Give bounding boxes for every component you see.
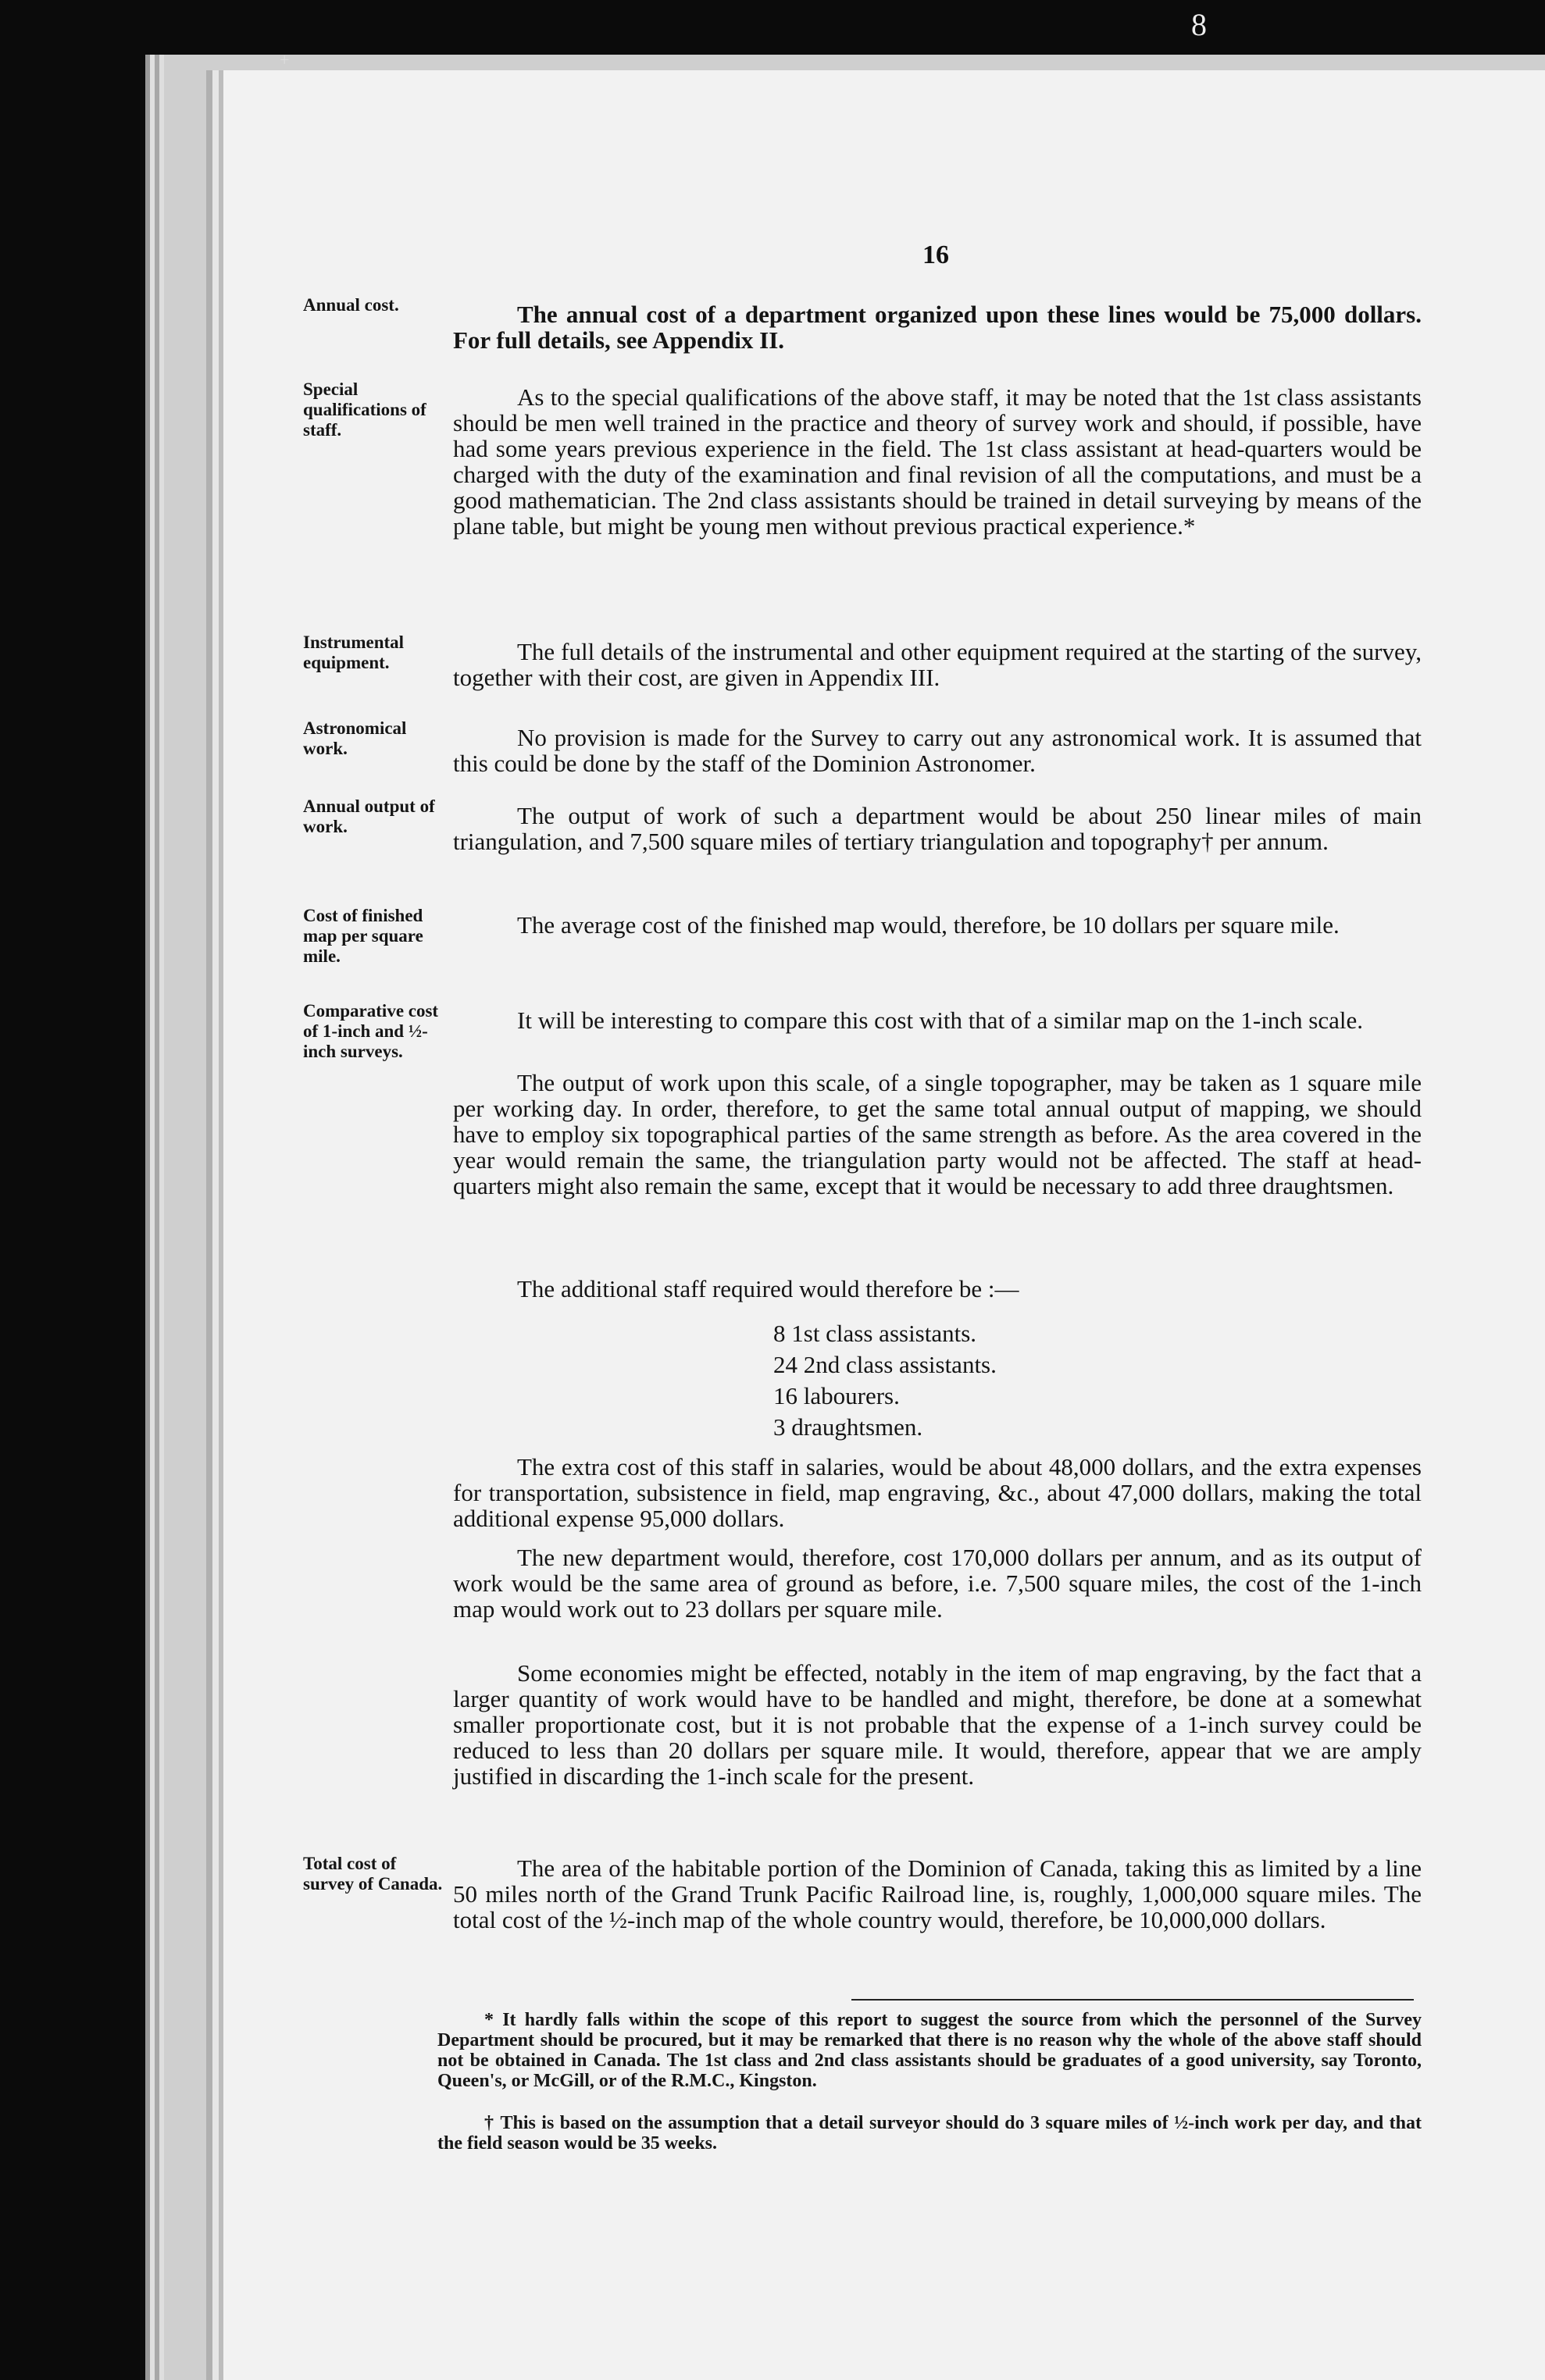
margin-note-special-qualifications: Special qualifications of staff. — [303, 379, 426, 440]
list-item: 8 1st class assistants. — [773, 1320, 977, 1347]
paragraph-instrumental-equipment: The full details of the instrumental and other equipment required at the starting of the survey, together with their cost, are given in Appendix III. — [453, 638, 1422, 691]
paragraph-new-department-cost: The new department would, therefore, cost 170,000 dollars per annum, and as its output of work would be the same area of ground as before, i.e. 7,500 square miles, the cost of the 1-inch map would work out to 23 dollars per square mile. — [453, 1544, 1422, 1623]
margin-note-annual-cost: Annual cost. — [303, 295, 399, 315]
list-item: 24 2nd class assistants. — [773, 1351, 997, 1378]
paragraph-total-cost: The area of the habitable portion of the Dominion of Canada, taking this as limited by a line 50 miles north of the Grand Trunk Pacific Railroad line, is, roughly, 1,000,000 square miles. The total cost of the ½-inch map of the whole country would, therefore, be 10,000,000 dollars. — [453, 1854, 1422, 1933]
paragraph-astronomical-work: No provision is made for the Survey to carry out any astronomical work. It is assumed that this could be done by the staff of the Dominion Astronomer. — [453, 724, 1422, 777]
paragraph-special-qualifications: As to the special qualifications of the above staff, it may be noted that the 1st class assistants should be men well trained in the practice and theory of survey work and should, if possible, have had some years previous experience in the field. The 1st class assistant at head-quarters would be charged with the duty of the examination and final revision of all the computations, and must be a good mathematician. The 2nd class assistants should be trained in detail surveying by means of the plane table, but might be young men without previous practical experience.* — [453, 383, 1422, 540]
paragraph-economies: Some economies might be effected, notably in the item of map engraving, by the fact that a larger quantity of work would have to be handled and might, therefore, be done at a somewhat smaller proportionate cost, but it is not probable that the expense of a 1-inch survey could be reduced to less than 20 dollars per square mile. It would, therefore, appear that we are amply justified in discarding the 1-inch scale for the present. — [453, 1659, 1422, 1790]
paragraph-additional-staff-intro: The additional staff required would therefore be :— — [517, 1275, 1019, 1302]
page-speck: + — [280, 50, 290, 69]
corner-mark: 8 — [1191, 7, 1207, 42]
paragraph-extra-cost: The extra cost of this staff in salaries, would be about 48,000 dollars, and the extra expenses for transportation, subsistence in field, map engraving, &c., about 47,000 dollars, making the total additional expense 95,000 dollars. — [453, 1453, 1422, 1532]
paragraph-cost-finished-map: The average cost of the finished map would, therefore, be 10 dollars per square mile. — [517, 911, 1340, 939]
footnote-divider — [851, 1999, 1414, 2001]
margin-note-annual-output: Annual output of work. — [303, 796, 435, 836]
margin-note-total-cost: Total cost of survey of Canada. — [303, 1854, 443, 1894]
paragraph-compare-cost: It will be interesting to compare this cost with that of a similar map on the 1-inch scale. — [517, 1007, 1364, 1034]
margin-note-cost-finished-map: Cost of finished map per square mile. — [303, 906, 423, 966]
list-item: 3 draughtsmen. — [773, 1413, 923, 1441]
margin-note-instrumental-equipment: Instrumental equipment. — [303, 632, 405, 672]
footnote-personnel: * It hardly falls within the scope of this report to suggest the source from which the personnel of the Survey Department should be procured, but it may be remarked that there is no reason why the whole of the above staff should not be obtained in Canada. The 1st class and 2nd class assistants should be graduates of a good university, say Toronto, Queen's, or McGill, or of the R.M.C., Kingston. — [437, 2010, 1422, 2091]
list-item: 16 labourers. — [773, 1382, 900, 1409]
page-number: 16 — [922, 240, 949, 269]
paragraph-output-one-inch: The output of work upon this scale, of a single topographer, may be taken as 1 square mile per working day. In order, therefore, to get the same total annual output of mapping, we should have to employ six topographical parties of the same strength as before. As the area covered in the year would remain the same, the triangulation party would not be affected. The staff at head-quarters might also remain the same, except that it would be necessary to add three draughtsmen. — [453, 1069, 1422, 1199]
paragraph-annual-output: The output of work of such a department would be about 250 linear miles of main triangulation, and 7,500 square miles of tertiary triangulation and topography† per annum. — [453, 802, 1422, 855]
paragraph-annual-cost: The annual cost of a department organized upon these lines would be 75,000 dollars. For full details, see Appendix II. — [453, 301, 1422, 354]
footnote-detail-surveyor: † This is based on the assumption that a detail surveyor should do 3 square miles of ½-inch work per day, and that the field season would be 35 weeks. — [437, 2113, 1422, 2154]
margin-note-astronomical-work: Astronomical work. — [303, 718, 407, 758]
staff-list — [773, 1318, 997, 1443]
margin-note-comparative-cost: Comparative cost of 1-inch and ½-inch surveys. — [303, 1001, 439, 1061]
